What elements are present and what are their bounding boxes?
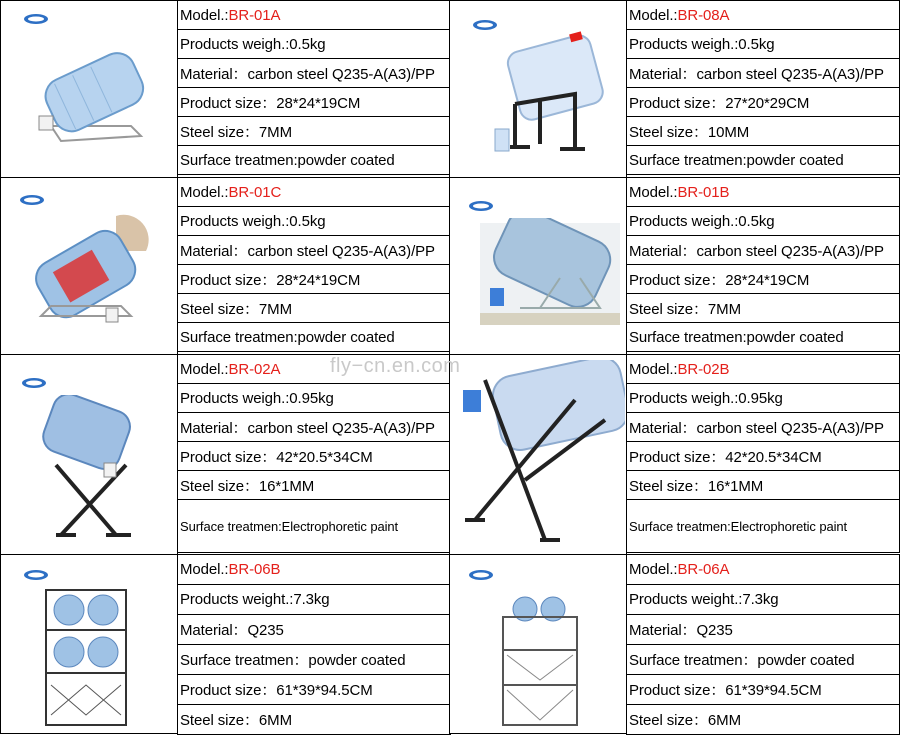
size-row: Product size：61*39*94.5CM xyxy=(627,675,900,705)
water-bottle-stand-image xyxy=(455,360,625,550)
fly-logo-icon xyxy=(19,194,45,206)
product-image-cell xyxy=(449,554,627,734)
water-bottle-stand-image xyxy=(36,395,156,545)
product-image-cell xyxy=(0,354,178,555)
model-number: BR-01C xyxy=(228,183,282,201)
surface-row: Surface treatmen:powder coated xyxy=(627,323,900,352)
steel-size-row: Steel size：7MM xyxy=(178,294,451,323)
model-number: BR-01A xyxy=(228,6,281,24)
surface-row: Surface treatmen：powder coated xyxy=(178,645,451,675)
water-bottle-stand-image xyxy=(21,31,161,151)
model-row: Model.:BR-01C xyxy=(178,178,451,207)
product-image-cell xyxy=(449,354,627,555)
steel-size-row: Steel size：6MM xyxy=(178,705,451,735)
model-number: BR-06B xyxy=(228,561,281,578)
fly-logo-icon xyxy=(468,200,494,212)
model-row: Model.:BR-02A xyxy=(178,355,451,384)
size-row: Product size：28*24*19CM xyxy=(627,265,900,294)
material-row: Material：carbon steel Q235-A(A3)/PP xyxy=(178,59,451,88)
bottle-storage-rack-image xyxy=(41,585,131,730)
spec-table xyxy=(177,554,451,735)
weight-row: Products weigh.:0.5kg xyxy=(178,207,451,236)
model-row: Model.:BR-01A xyxy=(178,1,451,30)
spec-table xyxy=(626,554,900,735)
surface-row: Surface treatmen:Electrophoretic paint xyxy=(178,500,451,553)
steel-size-row: Steel size：7MM xyxy=(627,294,900,323)
weight-row: Products weigh.:0.5kg xyxy=(627,30,900,59)
model-row: Model.:BR-01B xyxy=(627,178,900,207)
size-row: Product size：28*24*19CM xyxy=(178,88,451,117)
surface-row: Surface treatmen:powder coated xyxy=(178,146,451,175)
fly-logo-icon xyxy=(21,377,47,389)
model-number: BR-06A xyxy=(677,561,730,578)
surface-row: Surface treatmen:powder coated xyxy=(178,323,451,352)
material-row: Material：carbon steel Q235-A(A3)/PP xyxy=(178,413,451,442)
steel-size-row: Steel size：16*1MM xyxy=(627,471,900,500)
model-number: BR-02B xyxy=(677,360,730,378)
weight-row: Products weigh.:0.5kg xyxy=(627,207,900,236)
spec-table xyxy=(177,0,451,175)
surface-row: Surface treatmen:Electrophoretic paint xyxy=(627,500,900,553)
model-row: Model.:BR-06A xyxy=(627,555,900,585)
water-bottle-stand-image xyxy=(21,206,161,336)
model-row: Model.:BR-06B xyxy=(178,555,451,585)
model-number: BR-08A xyxy=(677,6,730,24)
size-row: Product size：42*20.5*34CM xyxy=(627,442,900,471)
steel-size-row: Steel size：10MM xyxy=(627,117,900,146)
material-row: Material：carbon steel Q235-A(A3)/PP xyxy=(627,59,900,88)
steel-size-row: Steel size：6MM xyxy=(627,705,900,735)
model-number: BR-01B xyxy=(677,183,730,201)
model-row: Model.:BR-02B xyxy=(627,355,900,384)
spec-table xyxy=(626,177,900,352)
fly-logo-icon xyxy=(23,569,49,581)
surface-row: Surface treatmen：powder coated xyxy=(627,645,900,675)
material-row: Material：carbon steel Q235-A(A3)/PP xyxy=(178,236,451,265)
size-row: Product size：42*20.5*34CM xyxy=(178,442,451,471)
weight-row: Products weigh.:0.5kg xyxy=(178,30,451,59)
weight-row: Products weigh.:0.95kg xyxy=(627,384,900,413)
steel-size-row: Steel size：16*1MM xyxy=(178,471,451,500)
steel-size-row: Steel size：7MM xyxy=(178,117,451,146)
model-row: Model.:BR-08A xyxy=(627,1,900,30)
product-image-cell xyxy=(449,0,627,178)
spec-table xyxy=(177,177,451,352)
weight-row: Products weigh.:0.95kg xyxy=(178,384,451,413)
spec-table xyxy=(626,354,900,553)
spec-table xyxy=(177,354,451,553)
size-row: Product size：27*20*29CM xyxy=(627,88,900,117)
weight-row: Products weight.:7.3kg xyxy=(178,585,451,615)
bottle-storage-rack-image xyxy=(495,595,585,730)
surface-row: Surface treatmen:powder coated xyxy=(627,146,900,175)
product-image-cell xyxy=(0,554,178,734)
size-row: Product size：28*24*19CM xyxy=(178,265,451,294)
fly-logo-icon xyxy=(23,13,49,25)
material-row: Material：Q235 xyxy=(178,615,451,645)
weight-row: Products weight.:7.3kg xyxy=(627,585,900,615)
model-number: BR-02A xyxy=(228,360,281,378)
size-row: Product size：61*39*94.5CM xyxy=(178,675,451,705)
watermark-text: fly−cn.en.com xyxy=(330,355,461,377)
product-image-cell xyxy=(449,177,627,355)
water-bottle-stand-image xyxy=(480,218,620,328)
material-row: Material：carbon steel Q235-A(A3)/PP xyxy=(627,236,900,265)
fly-logo-icon xyxy=(468,569,494,581)
spec-table xyxy=(626,0,900,175)
water-bottle-stand-image xyxy=(485,29,615,159)
product-image-cell xyxy=(0,177,178,355)
material-row: Material：Q235 xyxy=(627,615,900,645)
material-row: Material：carbon steel Q235-A(A3)/PP xyxy=(627,413,900,442)
product-image-cell xyxy=(0,0,178,178)
